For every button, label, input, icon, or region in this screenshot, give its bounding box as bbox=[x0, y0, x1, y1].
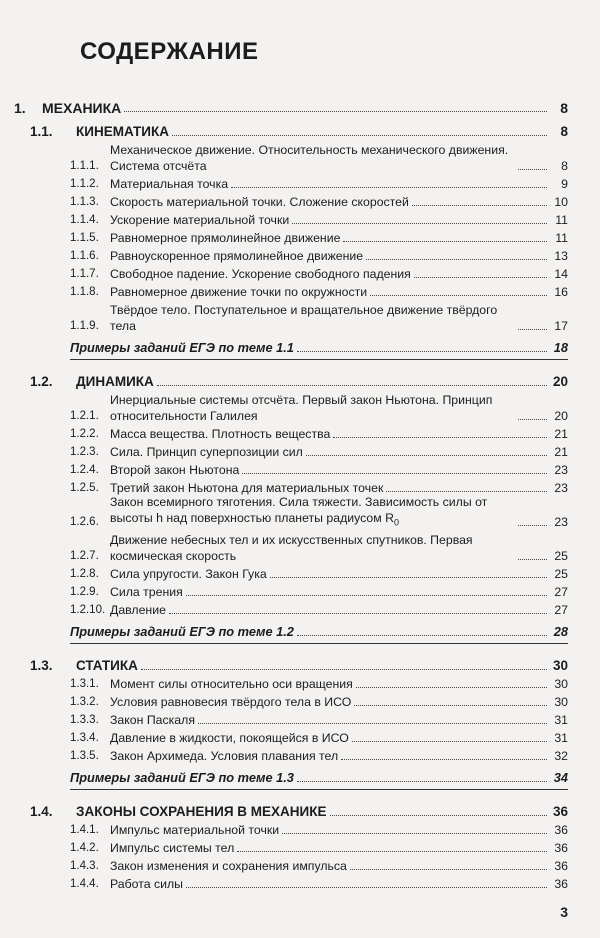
leader-dots bbox=[292, 223, 547, 224]
toc-item bbox=[70, 282, 568, 300]
item-title: Сила упругости. Закон Гука bbox=[110, 567, 267, 581]
part-page: 8 bbox=[560, 100, 568, 116]
toc-part bbox=[14, 92, 568, 116]
item-page: 21 bbox=[554, 445, 568, 459]
item-number: 1.2.5. bbox=[70, 482, 99, 494]
item-page: 27 bbox=[554, 585, 568, 599]
toc-examples bbox=[70, 618, 568, 640]
leader-dots bbox=[186, 595, 547, 596]
leader-dots bbox=[518, 419, 547, 420]
item-number: 1.2.9. bbox=[70, 586, 99, 598]
item-title: Равномерное движение точки по окружности bbox=[110, 285, 368, 299]
section-divider bbox=[70, 789, 568, 790]
toc-item bbox=[70, 246, 568, 264]
leader-dots bbox=[518, 169, 547, 170]
leader-dots bbox=[330, 815, 548, 816]
page-number: 3 bbox=[560, 904, 568, 920]
item-title: Сила. Принцип суперпозиции сил bbox=[110, 445, 303, 459]
item-title: Давление bbox=[110, 603, 166, 617]
toc-item bbox=[70, 564, 568, 582]
item-number: 1.2.8. bbox=[70, 568, 99, 580]
item-page: 25 bbox=[554, 567, 568, 581]
toc-chapter bbox=[30, 796, 568, 820]
item-title: Импульс материальной точки bbox=[110, 823, 280, 837]
item-title: Закон Архимеда. Условия плавания тел bbox=[110, 749, 339, 763]
page-title: СОДЕРЖАНИЕ bbox=[80, 38, 259, 65]
item-page: 23 bbox=[554, 481, 568, 495]
item-number: 1.1.8. bbox=[70, 286, 99, 298]
leader-dots bbox=[186, 887, 547, 888]
chapter-title: КИНЕМАТИКА bbox=[76, 124, 169, 139]
chapter-number: 1.4. bbox=[30, 804, 53, 819]
item-page: 36 bbox=[554, 841, 568, 855]
item-page: 36 bbox=[554, 877, 568, 891]
examples-page: 28 bbox=[553, 624, 568, 639]
leader-dots bbox=[518, 329, 547, 330]
part-title: МЕХАНИКА bbox=[42, 100, 122, 116]
item-number: 1.3.2. bbox=[70, 696, 99, 708]
chapter-page: 20 bbox=[552, 374, 568, 389]
item-page: 20 bbox=[554, 409, 568, 423]
item-title: Скорость материальной точки. Сложение скоростей bbox=[110, 195, 409, 209]
leader-dots bbox=[306, 455, 547, 456]
leader-dots bbox=[270, 577, 547, 578]
item-page: 30 bbox=[554, 677, 568, 691]
item-number: 1.1.3. bbox=[70, 196, 99, 208]
item-page: 16 bbox=[554, 285, 568, 299]
item-number: 1.2.10. bbox=[70, 604, 106, 616]
item-title: Давление в жидкости, покоящейся в ИСО bbox=[110, 731, 349, 745]
radius-subscript: 0 bbox=[394, 517, 400, 527]
item-title: Третий закон Ньютона для материальных точек bbox=[110, 481, 384, 495]
leader-dots bbox=[386, 491, 547, 492]
item-title: Сила трения bbox=[110, 585, 183, 599]
item-page: 11 bbox=[555, 213, 568, 227]
item-title: Свободное падение. Ускорение свободного падения bbox=[110, 267, 411, 281]
item-title bbox=[110, 494, 515, 530]
item-page: 23 bbox=[554, 515, 568, 529]
toc-item bbox=[70, 192, 568, 210]
leader-dots bbox=[412, 205, 547, 206]
toc-item bbox=[70, 692, 568, 710]
item-number: 1.1.9. bbox=[70, 320, 99, 332]
item-title: Закон изменения и сохранения импульса bbox=[110, 859, 347, 873]
item-title-text: Закон всемирного тяготения. Сила тяжести. Зависимость силы от высоты h над поверхностью планеты радиусом R bbox=[110, 494, 488, 525]
item-page: 8 bbox=[561, 159, 568, 173]
examples-title: Примеры заданий ЕГЭ по теме 1.3 bbox=[70, 770, 294, 785]
leader-dots bbox=[341, 759, 547, 760]
leader-dots bbox=[172, 135, 547, 136]
leader-dots bbox=[350, 869, 547, 870]
toc-item bbox=[70, 674, 568, 692]
toc-examples bbox=[70, 334, 568, 356]
item-page: 32 bbox=[554, 749, 568, 763]
item-title: Равноускоренное прямолинейное движение bbox=[110, 249, 364, 263]
item-number: 1.2.2. bbox=[70, 428, 99, 440]
item-title: Движение небесных тел и их искусственных спутников. Первая космическая скорость bbox=[110, 533, 473, 563]
leader-dots bbox=[124, 111, 547, 112]
toc-item bbox=[70, 728, 568, 746]
toc-chapter bbox=[30, 116, 568, 140]
toc-item bbox=[70, 600, 568, 618]
chapter-title: СТАТИКА bbox=[76, 658, 138, 673]
part-number: 1. bbox=[14, 100, 26, 116]
leader-dots bbox=[518, 559, 547, 560]
leader-dots bbox=[231, 187, 547, 188]
examples-title: Примеры заданий ЕГЭ по теме 1.2 bbox=[70, 624, 294, 639]
leader-dots bbox=[518, 525, 547, 526]
item-title: Второй закон Ньютона bbox=[110, 463, 240, 477]
toc-item bbox=[70, 174, 568, 192]
item-number: 1.1.6. bbox=[70, 250, 99, 262]
chapter-number: 1.2. bbox=[30, 374, 53, 389]
item-page: 30 bbox=[554, 695, 568, 709]
toc-item bbox=[70, 582, 568, 600]
leader-dots bbox=[242, 473, 547, 474]
item-page: 25 bbox=[554, 549, 568, 563]
chapter-number: 1.3. bbox=[30, 658, 53, 673]
examples-page: 18 bbox=[553, 340, 568, 355]
leader-dots bbox=[333, 437, 547, 438]
item-title: Твёрдое тело. Поступательное и вращательное движение твёрдого тела bbox=[110, 303, 498, 333]
toc-item bbox=[70, 746, 568, 764]
item-page: 17 bbox=[554, 319, 568, 333]
toc-item bbox=[70, 424, 568, 442]
item-number: 1.2.3. bbox=[70, 446, 99, 458]
item-page: 31 bbox=[554, 713, 568, 727]
item-title: Инерциальные системы отсчёта. Первый закон Ньютона. Принцип относительности Галилея bbox=[110, 393, 493, 423]
toc-item bbox=[70, 838, 568, 856]
toc-chapter bbox=[30, 650, 568, 674]
item-page: 36 bbox=[554, 859, 568, 873]
item-number: 1.2.7. bbox=[70, 550, 99, 562]
item-page: 31 bbox=[554, 731, 568, 745]
item-number: 1.3.1. bbox=[70, 678, 99, 690]
leader-dots bbox=[198, 723, 547, 724]
table-of-contents bbox=[0, 92, 600, 892]
leader-dots bbox=[414, 277, 547, 278]
item-page: 27 bbox=[554, 603, 568, 617]
item-number: 1.1.1. bbox=[70, 160, 99, 172]
item-number: 1.1.2. bbox=[70, 178, 99, 190]
toc-item bbox=[70, 856, 568, 874]
toc-item bbox=[70, 228, 568, 246]
leader-dots bbox=[356, 687, 547, 688]
item-number: 1.1.7. bbox=[70, 268, 99, 280]
item-page: 13 bbox=[554, 249, 568, 263]
chapter-title: ЗАКОНЫ СОХРАНЕНИЯ В МЕХАНИКЕ bbox=[76, 804, 327, 819]
examples-page: 34 bbox=[553, 770, 568, 785]
chapter-number: 1.1. bbox=[30, 124, 53, 139]
item-page: 36 bbox=[554, 823, 568, 837]
item-title: Работа силы bbox=[110, 877, 184, 891]
item-page: 10 bbox=[554, 195, 568, 209]
leader-dots bbox=[343, 241, 547, 242]
item-number: 1.2.6. bbox=[70, 516, 99, 528]
chapter-title: ДИНАМИКА bbox=[76, 374, 154, 389]
toc-item bbox=[70, 820, 568, 838]
item-title: Материальная точка bbox=[110, 177, 229, 191]
leader-dots bbox=[141, 669, 547, 670]
item-title: Импульс системы тел bbox=[110, 841, 235, 855]
item-number: 1.2.4. bbox=[70, 464, 99, 476]
leader-dots bbox=[297, 351, 547, 352]
chapter-page: 30 bbox=[552, 658, 568, 673]
item-page: 23 bbox=[554, 463, 568, 477]
item-page: 21 bbox=[554, 427, 568, 441]
leader-dots bbox=[352, 741, 547, 742]
toc-item bbox=[70, 874, 568, 892]
item-title: Закон Паскаля bbox=[110, 713, 195, 727]
toc-item bbox=[70, 460, 568, 478]
leader-dots bbox=[297, 781, 547, 782]
toc-item bbox=[70, 390, 568, 424]
leader-dots bbox=[237, 851, 547, 852]
toc-item bbox=[70, 530, 568, 564]
leader-dots bbox=[354, 705, 547, 706]
toc-chapter bbox=[30, 366, 568, 390]
item-number: 1.3.4. bbox=[70, 732, 99, 744]
toc-item bbox=[70, 210, 568, 228]
chapter-page: 8 bbox=[560, 124, 568, 139]
toc-item bbox=[70, 140, 568, 174]
section-divider bbox=[70, 359, 568, 360]
item-number: 1.4.1. bbox=[70, 824, 99, 836]
toc-item bbox=[70, 264, 568, 282]
item-page: 11 bbox=[555, 231, 568, 245]
item-page: 14 bbox=[554, 267, 568, 281]
item-number: 1.1.4. bbox=[70, 214, 99, 226]
leader-dots bbox=[297, 635, 547, 636]
item-number: 1.3.3. bbox=[70, 714, 99, 726]
leader-dots bbox=[282, 833, 547, 834]
item-title: Механическое движение. Относительность механического движения. Система отсчёта bbox=[110, 143, 509, 173]
item-page: 9 bbox=[561, 177, 568, 191]
toc-item bbox=[70, 496, 568, 530]
item-number: 1.4.3. bbox=[70, 860, 99, 872]
toc-item bbox=[70, 710, 568, 728]
leader-dots bbox=[370, 295, 547, 296]
item-number: 1.3.5. bbox=[70, 750, 99, 762]
toc-item bbox=[70, 442, 568, 460]
toc-examples bbox=[70, 764, 568, 786]
leader-dots bbox=[366, 259, 547, 260]
item-number: 1.4.2. bbox=[70, 842, 99, 854]
section-divider bbox=[70, 643, 568, 644]
item-number: 1.4.4. bbox=[70, 878, 99, 890]
item-title: Равномерное прямолинейное движение bbox=[110, 231, 341, 245]
item-number: 1.1.5. bbox=[70, 232, 99, 244]
item-title: Ускорение материальной точки bbox=[110, 213, 290, 227]
leader-dots bbox=[169, 613, 547, 614]
chapter-page: 36 bbox=[552, 804, 568, 819]
leader-dots bbox=[157, 385, 547, 386]
item-title: Момент силы относительно оси вращения bbox=[110, 677, 353, 691]
item-number: 1.2.1. bbox=[70, 410, 99, 422]
toc-item bbox=[70, 300, 568, 334]
item-title: Масса вещества. Плотность вещества bbox=[110, 427, 331, 441]
item-title: Условия равновесия твёрдого тела в ИСО bbox=[110, 695, 352, 709]
examples-title: Примеры заданий ЕГЭ по теме 1.1 bbox=[70, 340, 294, 355]
